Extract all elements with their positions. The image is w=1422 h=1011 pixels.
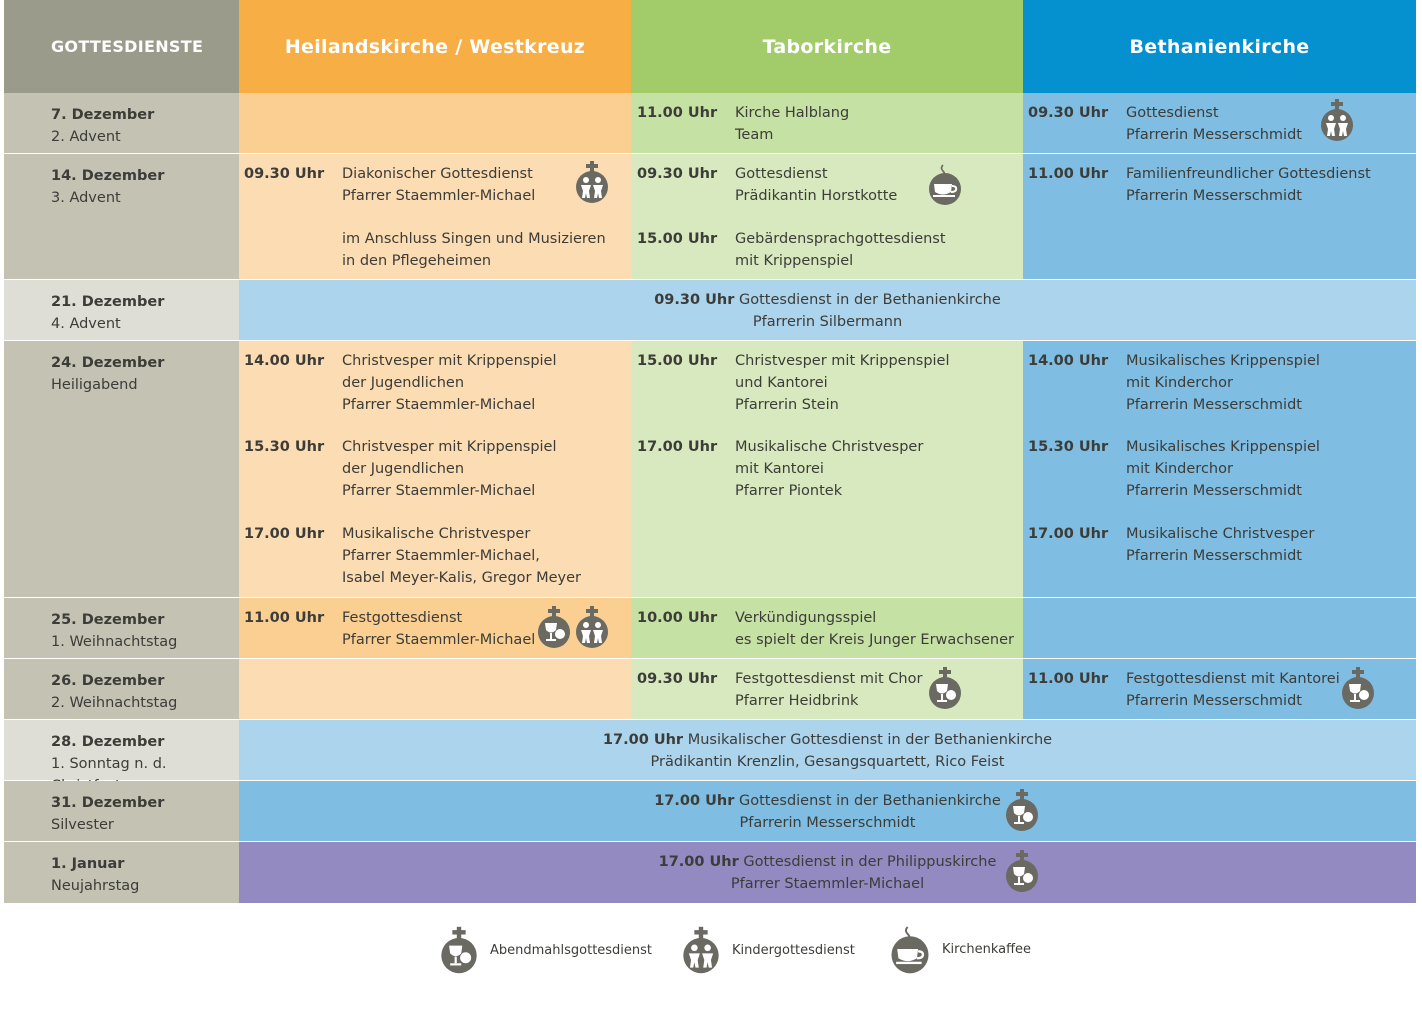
joint-service-cell xyxy=(239,781,1416,841)
event-line: Musikalisches Krippenspiel xyxy=(1126,439,1320,455)
date-label: 24. Dezember xyxy=(51,355,165,371)
event-time: 11.00 Uhr xyxy=(637,105,718,121)
event-time: 11.00 Uhr xyxy=(244,610,325,626)
date-cell xyxy=(4,842,239,903)
joint-line: Gottesdienst in der Bethanienkirche xyxy=(739,292,1001,308)
heiland-cell xyxy=(239,659,631,719)
joint-line: Gottesdienst in der Philippuskirche xyxy=(743,854,997,870)
joint-time: 17.00 Uhr xyxy=(602,732,684,748)
event-line: Pfarrerin Messerschmidt xyxy=(1126,127,1302,143)
event-line: Pfarrer Staemmler-Michael xyxy=(342,188,536,204)
joint-line: Gottesdienst in der Bethanienkirche xyxy=(739,793,1001,809)
tabor-cell xyxy=(631,93,1023,153)
event-line: Christvesper mit Krippenspiel xyxy=(342,353,557,369)
joint-time: 09.30 Uhr xyxy=(654,292,735,308)
event-time: 09.30 Uhr xyxy=(1028,105,1109,121)
event-time: 10.00 Uhr xyxy=(637,610,718,626)
legend-kinder-label: Kindergottesdienst xyxy=(732,942,855,958)
event-line: Pfarrerin Messerschmidt xyxy=(1126,693,1302,709)
bethanien-cell xyxy=(1023,93,1416,153)
event-line: Verkündigungsspiel xyxy=(735,610,877,626)
date-cell xyxy=(4,154,239,279)
heiland-cell xyxy=(239,598,631,658)
joint-time: 17.00 Uhr xyxy=(658,854,739,870)
heiland-cell xyxy=(239,154,631,279)
event-time: 17.00 Uhr xyxy=(1028,526,1109,542)
event-line: Christvesper mit Krippenspiel xyxy=(342,439,557,455)
event-line: Musikalische Christvesper xyxy=(342,526,531,542)
joint-line: Musikalischer Gottesdienst in der Bethanienkirche xyxy=(687,732,1053,748)
bethanien-cell xyxy=(1023,598,1416,658)
heiland-cell xyxy=(239,93,631,153)
event-line: Familienfreundlicher Gottesdienst xyxy=(1126,166,1371,182)
event-line: Gebärdensprachgottesdienst xyxy=(735,231,946,247)
date-sublabel: 4. Advent xyxy=(51,316,121,332)
date-sublabel: 3. Advent xyxy=(51,190,121,206)
event-line: Pfarrer Staemmler-Michael xyxy=(342,397,536,413)
date-cell xyxy=(4,598,239,658)
header-gottesdienste xyxy=(4,0,239,93)
bethanien-cell xyxy=(1023,154,1416,279)
event-time: 14.00 Uhr xyxy=(244,353,325,369)
date-label: 21. Dezember xyxy=(51,294,165,310)
event-line: es spielt der Kreis Junger Erwachsener xyxy=(735,632,1015,648)
event-line: Team xyxy=(735,127,774,143)
date-cell xyxy=(4,659,239,719)
joint-service-cell xyxy=(239,720,1416,780)
date-label: 31. Dezember xyxy=(51,795,165,811)
kindergottesdienst-icon xyxy=(680,922,722,978)
header-heilandskirche xyxy=(239,0,631,93)
event-line: Pfarrerin Stein xyxy=(735,397,839,413)
bethanien-cell xyxy=(1023,659,1416,719)
date-sublabel: Silvester xyxy=(51,817,114,833)
event-line: Christvesper mit Krippenspiel xyxy=(735,353,950,369)
event-time: 14.00 Uhr xyxy=(1028,353,1109,369)
date-sublabel: 2. Advent xyxy=(51,129,121,145)
event-line: Gottesdienst xyxy=(1126,105,1219,121)
legend-kaffee xyxy=(888,920,1031,978)
event-line: mit Kantorei xyxy=(735,461,824,477)
date-label: 7. Dezember xyxy=(51,107,155,123)
bethanien-cell xyxy=(1023,341,1416,597)
date-sublabel: 1. Sonntag n. d. xyxy=(51,756,167,772)
date-cell xyxy=(4,280,239,340)
event-time: 15.00 Uhr xyxy=(637,231,718,247)
event-line: Pfarrer Staemmler-Michael, xyxy=(342,548,540,564)
event-line: Musikalisches Krippenspiel xyxy=(1126,353,1320,369)
event-line: mit Kinderchor xyxy=(1126,461,1233,477)
event-line: Pfarrerin Messerschmidt xyxy=(1126,483,1302,499)
event-line: Isabel Meyer-Kalis, Gregor Meyer xyxy=(342,570,581,586)
event-line: mit Kinderchor xyxy=(1126,375,1233,391)
header-bethanienkirche xyxy=(1023,0,1416,93)
header-taborkirche xyxy=(631,0,1023,93)
date-sublabel: 1. Weihnachtstag xyxy=(51,634,178,650)
legend-abendmahl xyxy=(438,922,652,978)
abendmahl-icon xyxy=(535,606,573,648)
event-line: Musikalische Christvesper xyxy=(1126,526,1315,542)
event-line: Festgottesdienst xyxy=(342,610,463,626)
event-time: 11.00 Uhr xyxy=(1028,671,1109,687)
date-cell xyxy=(4,781,239,841)
legend-kaffee-label: Kirchenkaffee xyxy=(942,941,1032,957)
event-time: 09.30 Uhr xyxy=(637,166,718,182)
date-cell xyxy=(4,93,239,153)
date-label: 14. Dezember xyxy=(51,168,165,184)
event-line: Pfarrer Staemmler-Michael xyxy=(342,483,536,499)
date-label: 26. Dezember xyxy=(51,673,165,689)
date-sublabel: Heiligabend xyxy=(51,377,138,393)
date-sublabel: 2. Weihnachtstag xyxy=(51,695,178,711)
kirchenkaffee-icon xyxy=(926,163,964,205)
joint-line: Pfarrerin Messerschmidt xyxy=(739,815,916,831)
abendmahl-icon xyxy=(1003,789,1041,831)
event-time: 17.00 Uhr xyxy=(244,526,325,542)
event-line: Kirche Halblang xyxy=(735,105,850,121)
event-time: 15.00 Uhr xyxy=(637,353,718,369)
header-taborkirche-label: Taborkirche xyxy=(762,35,892,58)
event-line: in den Pflegeheimen xyxy=(342,253,492,269)
tabor-cell xyxy=(631,341,1023,597)
event-line: Pfarrerin Messerschmidt xyxy=(1126,397,1302,413)
event-line: Prädikantin Horstkotte xyxy=(735,188,898,204)
event-time: 15.30 Uhr xyxy=(1028,439,1109,455)
joint-time: 17.00 Uhr xyxy=(654,793,735,809)
date-cell xyxy=(4,720,239,780)
event-time: 17.00 Uhr xyxy=(637,439,718,455)
event-line: Pfarrerin Messerschmidt xyxy=(1126,548,1302,564)
tabor-cell xyxy=(631,659,1023,719)
event-line: Gottesdienst xyxy=(735,166,828,182)
legend-kinder xyxy=(680,922,855,978)
kindergottesdienst-icon xyxy=(573,606,611,648)
event-time: 15.30 Uhr xyxy=(244,439,325,455)
joint-line: Pfarrerin Silbermann xyxy=(752,314,903,330)
date-sublabel: Neujahrstag xyxy=(51,878,140,894)
event-line: und Kantorei xyxy=(735,375,828,391)
event-line: der Jugendlichen xyxy=(342,461,465,477)
kindergottesdienst-icon xyxy=(573,161,611,203)
abendmahl-icon xyxy=(1003,850,1041,892)
heiland-cell xyxy=(239,341,631,597)
event-line: Musikalische Christvesper xyxy=(735,439,924,455)
joint-line: Prädikantin Krenzlin, Gesangsquartett, Rico Feist xyxy=(650,754,1005,770)
event-line: Diakonischer Gottesdienst xyxy=(342,166,533,182)
header-heilandskirche-label: Heilandskirche / Westkreuz xyxy=(284,35,586,58)
abendmahl-icon xyxy=(1339,667,1377,709)
date-label: 1. Januar xyxy=(51,856,125,872)
tabor-cell xyxy=(631,598,1023,658)
joint-service-cell xyxy=(239,842,1416,903)
kindergottesdienst-icon xyxy=(1318,99,1356,141)
header-gottesdienste-label: GOTTESDIENSTE xyxy=(51,37,204,56)
event-line: Pfarrer Staemmler-Michael xyxy=(342,632,536,648)
date-cell xyxy=(4,341,239,597)
event-time: 09.30 Uhr xyxy=(244,166,325,182)
event-line: Festgottesdienst mit Kantorei xyxy=(1126,671,1340,687)
event-line: Pfarrer Piontek xyxy=(735,483,843,499)
header-bethanienkirche-label: Bethanienkirche xyxy=(1129,35,1310,58)
event-time: 11.00 Uhr xyxy=(1028,166,1109,182)
event-line: im Anschluss Singen und Musizieren xyxy=(342,231,606,247)
abendmahl-icon xyxy=(438,922,480,978)
legend-abendmahl-label: Abendmahlsgottesdienst xyxy=(490,942,653,958)
date-label: 25. Dezember xyxy=(51,612,165,628)
event-line: Pfarrerin Messerschmidt xyxy=(1126,188,1302,204)
date-label: 28. Dezember xyxy=(51,734,165,750)
tabor-cell xyxy=(631,154,1023,279)
joint-service-cell xyxy=(239,280,1416,340)
event-line: Festgottesdienst mit Chor xyxy=(735,671,923,687)
event-time: 09.30 Uhr xyxy=(637,671,718,687)
kirchenkaffee-icon xyxy=(888,920,932,978)
abendmahl-icon xyxy=(926,667,964,709)
event-line: mit Krippenspiel xyxy=(735,253,854,269)
event-line: Pfarrer Heidbrink xyxy=(735,693,859,709)
joint-line: Pfarrer Staemmler-Michael xyxy=(730,876,925,892)
event-line: der Jugendlichen xyxy=(342,375,465,391)
